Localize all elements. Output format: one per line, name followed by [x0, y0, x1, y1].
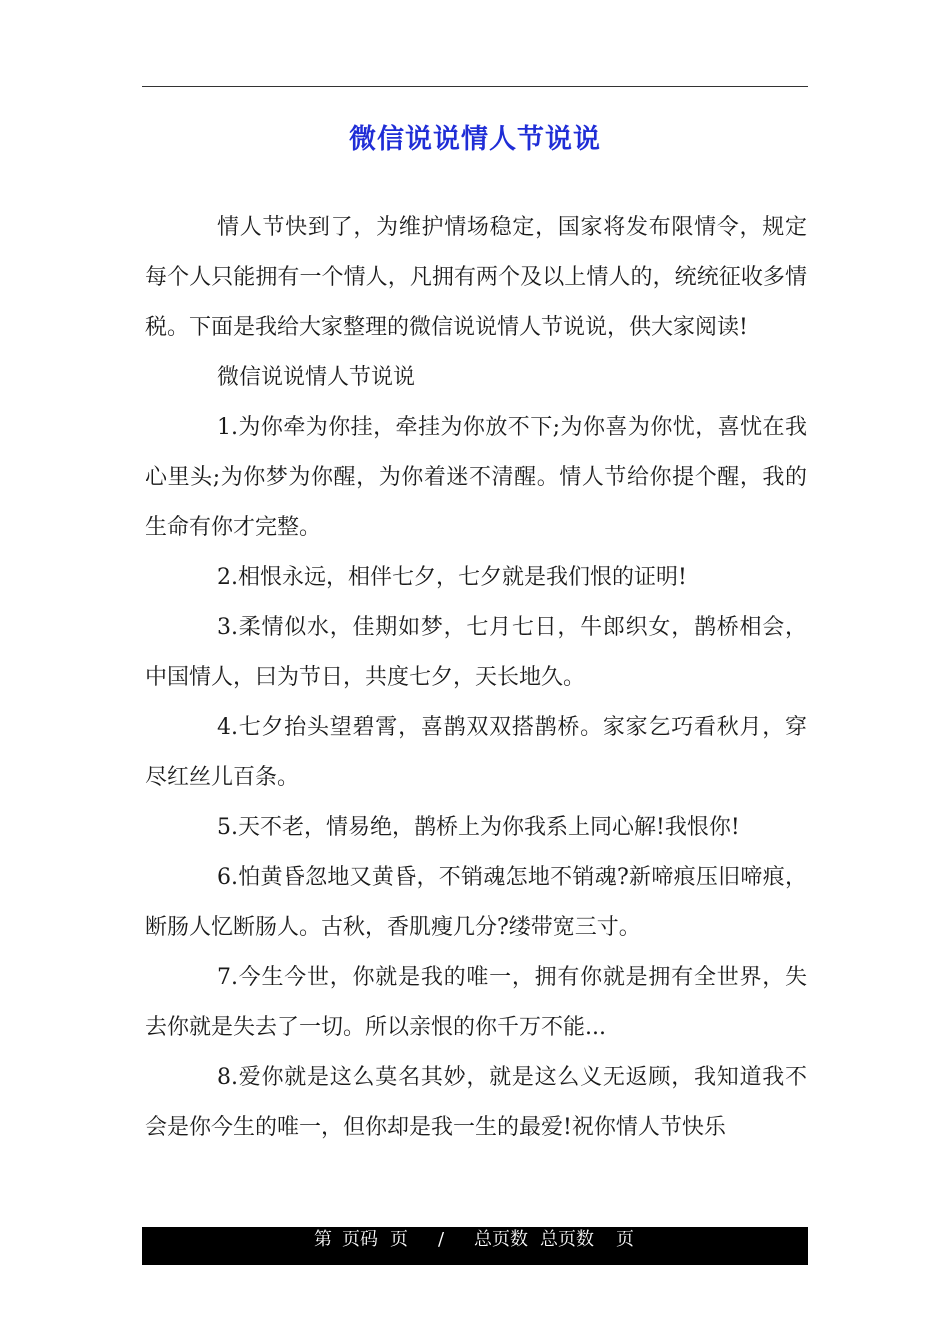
list-item: 1.为你牵为你挂，牵挂为你放不下;为你喜为你忧，喜忧在我心里头;为你梦为你醒，为你着迷不清醒。情人节给你提个醒，我的生命有你才完整。: [145, 415, 807, 540]
footer-page-prefix: 第: [314, 1229, 332, 1250]
document-title: 微信说说情人节说说: [349, 124, 601, 155]
page-footer: [142, 1227, 808, 1265]
footer-page-suffix: 页: [390, 1229, 408, 1250]
intro-paragraph: 情人节快到了，为维护情场稳定，国家将发布限情令，规定每个人只能拥有一个情人，凡拥有两个及以上情人的，统统征收多情税。下面是我给大家整理的微信说说情人节说说，供大家阅读!: [145, 215, 807, 340]
footer-total-label: 总页数: [474, 1229, 528, 1250]
list-item: 5.天不老，情易绝，鹊桥上为你我系上同心解!我恨你!: [217, 815, 740, 840]
footer-total-value: 总页数: [540, 1229, 594, 1250]
footer-total-suffix: 页: [616, 1229, 634, 1250]
footer-page-code: 页码: [342, 1229, 378, 1250]
footer-separator: /: [438, 1229, 445, 1250]
header-rule: [142, 86, 808, 87]
list-item: 6.怕黄昏忽地又黄昏，不销魂怎地不销魂?新啼痕压旧啼痕，断肠人忆断肠人。古秋，香肌瘦几分?缕带宽三寸。: [145, 865, 807, 940]
list-item: 3.柔情似水，佳期如梦，七月七日，牛郎织女，鹊桥相会，中国情人，曰为节日，共度七夕，天长地久。: [145, 615, 807, 690]
list-item: 2.相恨永远，相伴七夕，七夕就是我们恨的证明!: [217, 565, 687, 590]
list-item: 4.七夕抬头望碧霄，喜鹊双双搭鹊桥。家家乞巧看秋月，穿尽红丝儿百条。: [145, 715, 807, 790]
section-heading: 微信说说情人节说说: [217, 365, 416, 390]
list-item: 8.爱你就是这么莫名其妙，就是这么义无返顾，我知道我不会是你今生的唯一，但你却是我一生的最爱!祝你情人节快乐: [145, 1065, 807, 1140]
document-body: [145, 203, 807, 1153]
list-item: 7.今生今世，你就是我的唯一，拥有你就是拥有全世界，失去你就是失去了一切。所以亲恨的你千万不能...: [145, 965, 807, 1040]
